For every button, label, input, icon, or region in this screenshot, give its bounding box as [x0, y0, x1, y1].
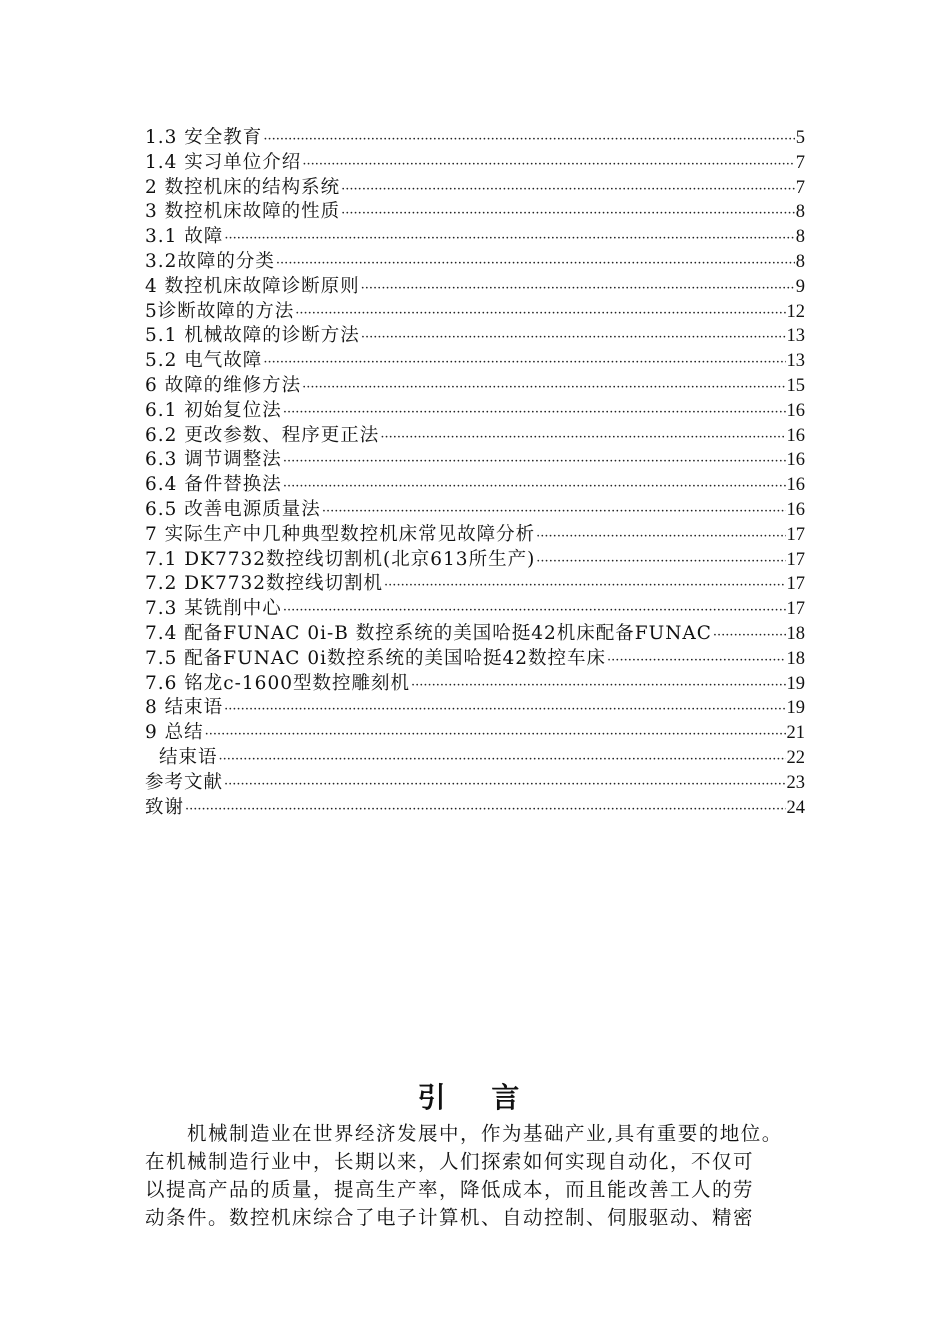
toc-entry-title: 7 实际生产中几种典型数控机床常见故障分析 [145, 523, 536, 545]
toc-entry[interactable] [145, 572, 805, 597]
intro-line: 在机械制造行业中，长期以来，人们探索如何实现自动化，不仅可 [145, 1150, 755, 1173]
toc-entry-page: 22 [786, 747, 805, 768]
toc-entry[interactable] [145, 448, 805, 473]
toc-leader-dots [341, 202, 795, 227]
toc-entry-page: 21 [786, 723, 805, 744]
toc-leader-dots [411, 674, 786, 699]
toc-entry[interactable] [145, 424, 805, 449]
toc-entry[interactable] [145, 746, 805, 771]
toc-entry-title: 7.1 DK7732数控线切割机(北京613所生产) [145, 548, 536, 570]
toc-entry[interactable] [145, 225, 805, 250]
toc-entry-page: 24 [786, 797, 805, 818]
toc-entry[interactable] [145, 151, 805, 176]
toc-entry[interactable] [145, 696, 805, 721]
toc-entry[interactable] [145, 374, 805, 399]
toc-entry-page: 12 [786, 301, 805, 322]
introduction-heading: 引 言 [417, 1081, 538, 1114]
toc-entry-title: 3.1 故障 [145, 226, 224, 248]
toc-entry-page: 8 [795, 227, 805, 248]
toc-leader-dots [322, 500, 786, 525]
toc-entry[interactable] [145, 275, 805, 300]
toc-leader-dots [263, 128, 794, 153]
toc-entry-title: 3.2故障的分类 [145, 250, 275, 272]
toc-entry-page: 17 [786, 574, 805, 595]
toc-entry-page: 19 [786, 673, 805, 694]
toc-leader-dots [205, 723, 786, 748]
toc-entry-page: 17 [786, 524, 805, 545]
toc-entry-title: 6.5 改善电源质量法 [145, 498, 321, 520]
toc-leader-dots [224, 698, 785, 723]
toc-leader-dots [536, 525, 785, 550]
toc-entry-page: 23 [786, 772, 805, 793]
toc-leader-dots [380, 426, 785, 451]
toc-entry[interactable] [145, 300, 805, 325]
toc-entry-title: 6.4 备件替换法 [145, 474, 282, 496]
toc-entry[interactable] [145, 473, 805, 498]
toc-entry-title: 1.3 安全教育 [145, 127, 263, 148]
toc-entry-title: 6.3 调节调整法 [145, 449, 282, 471]
toc-leader-dots [302, 153, 794, 178]
toc-entry[interactable] [145, 126, 805, 151]
toc-leader-dots [361, 326, 786, 351]
toc-entry-title: 5.1 机械故障的诊断方法 [145, 325, 360, 347]
toc-entry[interactable] [145, 250, 805, 275]
toc-entry[interactable] [145, 324, 805, 349]
toc-entry-page: 15 [786, 375, 805, 396]
toc-entry-title: 5.2 电气故障 [145, 350, 263, 372]
intro-line: 以提高产品的质量，提高生产率，降低成本，而且能改善工人的劳 [145, 1178, 755, 1201]
toc-entry[interactable] [145, 771, 805, 796]
toc-entry-title: 4 数控机床故障诊断原则 [145, 275, 360, 297]
toc-entry[interactable] [145, 796, 805, 821]
introduction-section [145, 1078, 810, 1232]
toc-entry-page: 8 [795, 251, 805, 272]
intro-line: 动条件。数控机床综合了电子计算机、自动控制、伺服驱动、精密 [145, 1206, 755, 1229]
toc-entry[interactable] [145, 721, 805, 746]
toc-entry-title: 6.1 初始复位法 [145, 399, 282, 421]
toc-leader-dots [607, 649, 785, 674]
toc-entry-page: 16 [786, 425, 805, 446]
toc-entry[interactable] [145, 399, 805, 424]
intro-paragraph [145, 1120, 810, 1232]
intro-line: 机械制造业在世界经济发展中，作为基础产业,具有重要的地位。 [187, 1122, 783, 1145]
toc-leader-dots [276, 252, 795, 277]
toc-leader-dots [283, 401, 786, 426]
toc-leader-dots [384, 574, 785, 599]
toc-entry-page: 7 [795, 152, 805, 173]
toc-leader-dots [185, 798, 785, 823]
toc-leader-dots [361, 277, 795, 302]
toc-entry-page: 16 [786, 400, 805, 421]
toc-entry-page: 16 [786, 475, 805, 496]
toc-entry-title: 7.4 配备FUNAC 0i-B 数控系统的美国哈挺42机床配备FUNAC [145, 622, 712, 644]
toc-entry[interactable] [145, 200, 805, 225]
toc-leader-dots [295, 302, 785, 327]
toc-entry-page: 18 [786, 648, 805, 669]
toc-entry-page: 16 [786, 499, 805, 520]
toc-leader-dots [224, 227, 794, 252]
toc-entry-title: 结束语 [159, 746, 218, 768]
toc-leader-dots [713, 624, 786, 649]
toc-entry-title: 9 总结 [145, 722, 204, 744]
toc-entry-page: 16 [786, 450, 805, 471]
toc-leader-dots [263, 351, 785, 376]
toc-entry-page: 18 [786, 623, 805, 644]
toc-entry-title: 1.4 实习单位介绍 [145, 151, 302, 173]
toc-entry-title: 7.5 配备FUNAC 0i数控系统的美国哈挺42数控车床 [145, 647, 607, 669]
toc-entry-title: 致谢 [145, 796, 185, 818]
toc-leader-dots [536, 550, 785, 575]
table-of-contents [145, 126, 805, 820]
toc-entry[interactable] [145, 523, 805, 548]
toc-entry-page: 8 [795, 202, 805, 223]
toc-leader-dots [283, 475, 786, 500]
toc-entry-title: 6.2 更改参数、程序更正法 [145, 424, 380, 446]
toc-entry-title: 2 数控机床的结构系统 [145, 176, 341, 198]
toc-leader-dots [219, 748, 786, 773]
toc-entry-title: 7.6 铭龙c-1600型数控雕刻机 [145, 672, 410, 694]
toc-entry-title: 6 故障的维修方法 [145, 374, 302, 396]
toc-leader-dots [224, 773, 785, 798]
toc-entry[interactable] [145, 349, 805, 374]
toc-entry-page: 13 [786, 326, 805, 347]
toc-entry[interactable] [145, 647, 805, 672]
toc-entry-title: 8 结束语 [145, 697, 224, 719]
toc-leader-dots [283, 599, 786, 624]
toc-entry-title: 7.3 某铣削中心 [145, 598, 282, 620]
toc-entry-page: 19 [786, 698, 805, 719]
toc-entry-page: 5 [795, 128, 805, 148]
toc-entry[interactable] [145, 597, 805, 622]
toc-entry-title: 5诊断故障的方法 [145, 300, 295, 322]
toc-leader-dots [283, 450, 786, 475]
toc-entry-page: 9 [795, 276, 805, 297]
toc-entry-title: 参考文献 [145, 771, 224, 793]
toc-entry[interactable] [145, 498, 805, 523]
toc-entry[interactable] [145, 672, 805, 697]
toc-entry-title: 3 数控机床故障的性质 [145, 201, 341, 223]
toc-entry-page: 7 [795, 177, 805, 198]
toc-entry[interactable] [145, 622, 805, 647]
toc-entry[interactable] [145, 548, 805, 573]
toc-leader-dots [341, 178, 795, 203]
toc-leader-dots [302, 376, 785, 401]
toc-entry-page: 17 [786, 599, 805, 620]
toc-entry[interactable] [145, 176, 805, 201]
toc-entry-page: 17 [786, 549, 805, 570]
toc-entry-page: 13 [786, 351, 805, 372]
toc-entry-title: 7.2 DK7732数控线切割机 [145, 573, 384, 595]
